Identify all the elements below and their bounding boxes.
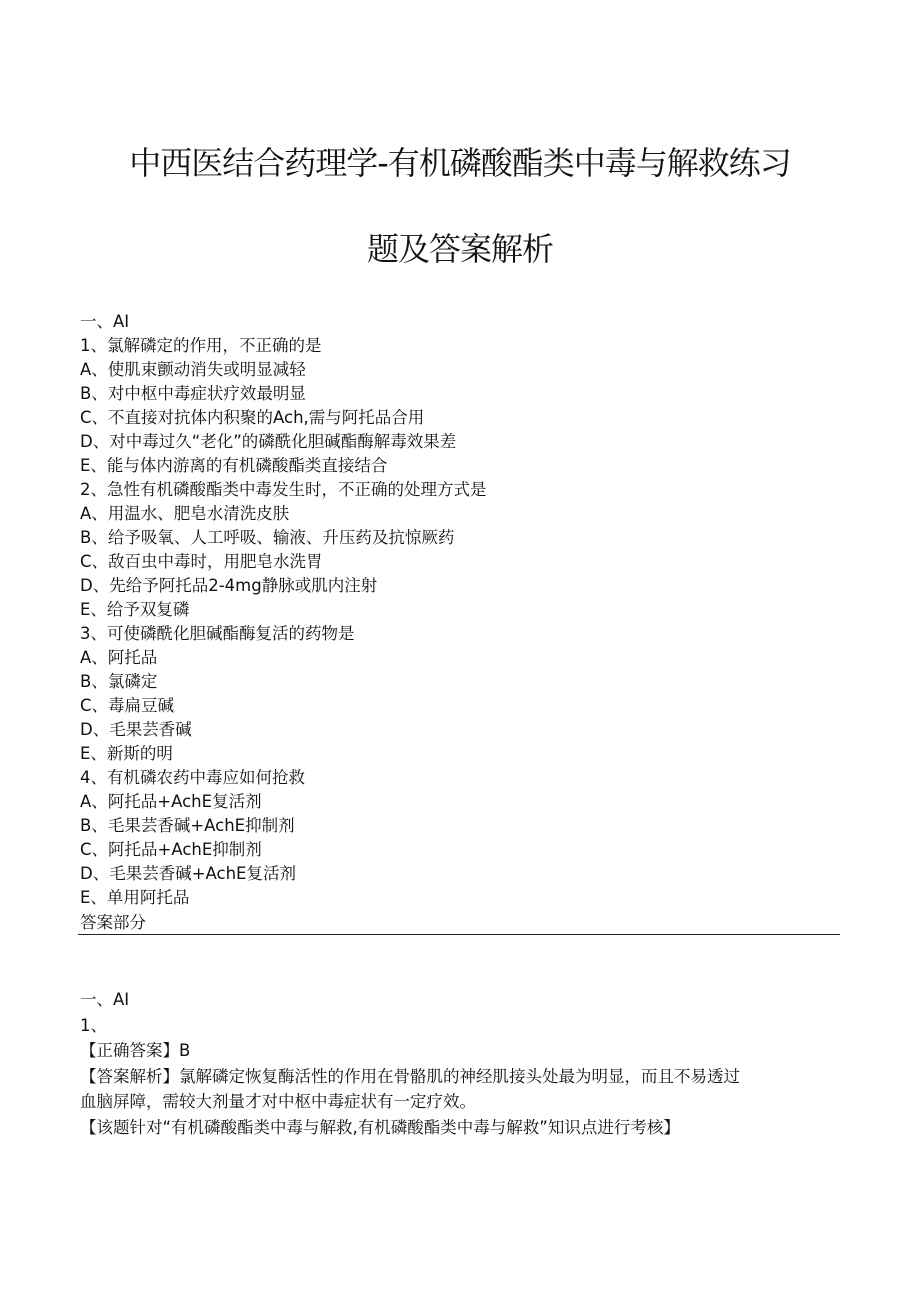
- document-title-line-2: 题及答案解析: [366, 230, 553, 268]
- option-line: A、用温水、肥皂水清洗皮肤: [80, 504, 290, 523]
- divider: [78, 934, 840, 935]
- option-line: E、新斯的明: [80, 744, 173, 763]
- question-line: 3、可使磷酰化胆碱酯酶复活的药物是: [80, 624, 355, 643]
- option-line: B、氯磷定: [80, 672, 158, 691]
- section-heading: 一、AI: [80, 312, 130, 331]
- option-line: C、阿托品+AchE抑制剂: [80, 840, 262, 859]
- answer-topic: 【该题针对“有机磷酸酯类中毒与解救,有机磷酸酯类中毒与解救”知识点进行考核】: [80, 1117, 680, 1137]
- answer-analysis: 【答案解析】氯解磷定恢复酶活性的作用在骨骼肌的神经肌接头处最为明显，而且不易透过: [80, 1066, 740, 1086]
- option-line: B、给予吸氧、人工呼吸、输液、升压药及抗惊厥药: [80, 528, 455, 547]
- option-line: A、阿托品+AchE复活剂: [80, 792, 262, 811]
- option-line: D、先给予阿托品2-4mg静脉或肌内注射: [80, 576, 378, 595]
- option-line: D、毛果芸香碱: [80, 720, 192, 739]
- question-line: 4、有机磷农药中毒应如何抢救: [80, 768, 305, 787]
- answer-analysis-continued: 血脑屏障，需较大剂量才对中枢中毒症状有一定疗效。: [80, 1092, 476, 1111]
- answer-section-title: 答案部分: [80, 913, 146, 932]
- option-line: B、对中枢中毒症状疗效最明显: [80, 384, 306, 403]
- option-line: B、毛果芸香碱+AchE抑制剂: [80, 816, 295, 835]
- questions-section: [80, 310, 840, 910]
- correct-answer: 【正确答案】B: [80, 1041, 191, 1060]
- option-line: D、对中毒过久“老化”的磷酰化胆碱酯酶解毒效果差: [80, 432, 457, 451]
- question-line: 1、氯解磷定的作用，不正确的是: [80, 336, 322, 355]
- option-line: E、能与体内游离的有机磷酸酯类直接结合: [80, 456, 388, 475]
- option-line: C、不直接对抗体内积聚的Ach,需与阿托品合用: [80, 408, 425, 427]
- option-line: A、阿托品: [80, 648, 158, 667]
- option-line: A、使肌束颤动消失或明显减轻: [80, 360, 306, 379]
- section-heading: 一、AI: [80, 990, 130, 1009]
- option-line: C、毒扁豆碱: [80, 696, 175, 715]
- option-line: C、敌百虫中毒时，用肥皂水洗胃: [80, 552, 323, 571]
- option-line: D、毛果芸香碱+AchE复活剂: [80, 864, 296, 883]
- option-line: E、给予双复磷: [80, 600, 190, 619]
- answer-section: [80, 987, 840, 1140]
- option-line: E、单用阿托品: [80, 888, 190, 907]
- answer-number: 1、: [80, 1015, 107, 1035]
- question-line: 2、急性有机磷酸酯类中毒发生时，不正确的处理方式是: [80, 480, 487, 499]
- document-title-line-1: 中西医结合药理学-有机磷酸酯类中毒与解救练习: [129, 144, 791, 182]
